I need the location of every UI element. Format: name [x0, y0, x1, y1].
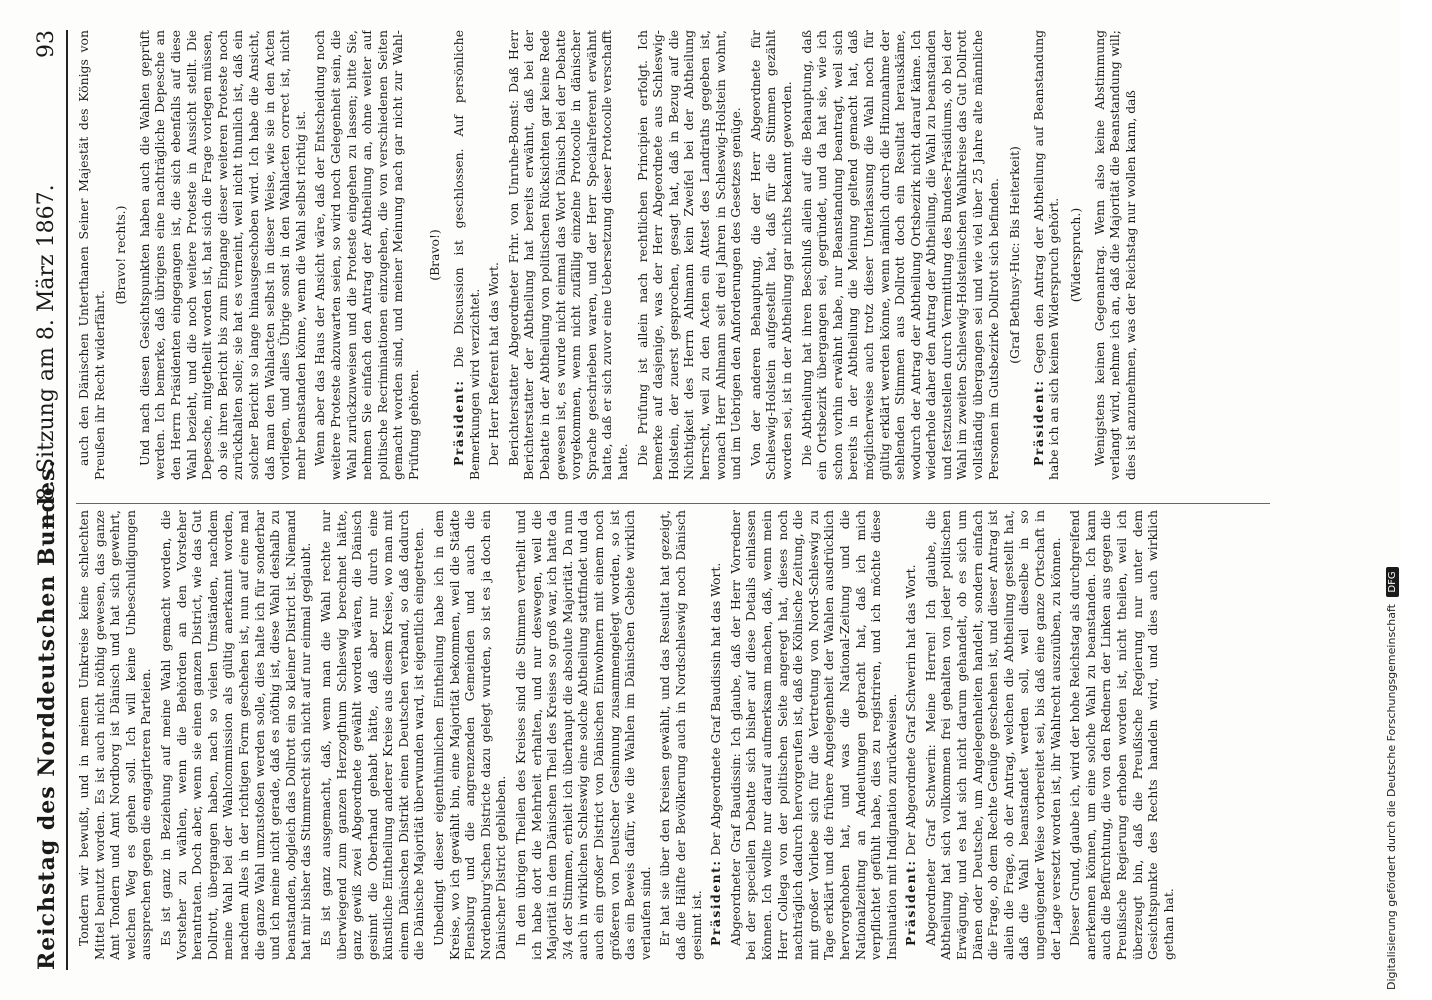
right-column: [76, 30, 1270, 480]
paragraph: Abgeordneter Graf Baudissin: Ich glaube, daß der Herr Vorredner bei der speciellen Debatte sich bisher auf diese Details einlassen können. Ich wollte nur darauf aufmerksam machen, daß, wenn mein Herr Collega von der politischen Seite angeregt hat, dieses noch nachträglich dadurch hervorgerufen ist, daß die Kölnische Zeitung, die mit großer Vorliebe sich für die Vertretung von Nord-Schleswig zu Tage erklärt und die frühere Angelegenheit der Wahlen ausdrücklich hervorgehoben hat, und was die National-Zeitung und die Nationalzeitung an Andeutungen gebracht hat, daß ich mich verpflichtet gefühlt habe, dies zu registriren, und ich möchte diese Insinuation mit Indignation zurückweisen.: [727, 510, 899, 960]
page-number: 93: [34, 30, 59, 58]
paragraph: auch den Dänischen Unterthanen Seiner Majestät des Königs von Preußen ihr Recht widerfährt.: [76, 30, 107, 480]
speaker-text: Der Abgeordnete Graf Baudissin hat das Wort.: [708, 562, 724, 856]
paragraph: Unbedingt dieser eigenthümlichen Eintheilung habe ich in dem Kreise, wo ich gewählt bin, eine Majorität bekommen, weil die Städte Flensburg und die angrenzenden Gemeinden und auch die Nordenburg'schen Districte dazu gelegt wurden, so ist es ja doch ein Dänischer District geblieben.: [431, 510, 509, 960]
interjection: (Widerspruch.): [1068, 207, 1084, 303]
speaker-paragraph: [708, 510, 724, 960]
paragraph: Berichterstatter Abgeordneter Frhr. von Unruhe-Bomst: Daß Herr Berichterstatter der Abtheilung hat bereits erwähnt, daß bei der Debatte in der Abtheilung von politischen Rücksichten gar keine Rede gewesen ist, es wurde nicht einmal das Wort Dänisch bei der Debatte vorgekommen, wenn nicht zufällig einzelne Protocolle in dänischer Sprache geschrieben waren, und der Herr Specialreferent erwähnt hatte, daß er sich zuvor eine Uebersetzung dieser Protocolle verschafft hatte.: [505, 30, 630, 480]
dfg-logo: DFG: [1386, 567, 1399, 596]
speaker-label: Präsident:: [451, 379, 467, 466]
paragraph: Und nach diesen Gesichtspunkten haben auch die Wahlen geprüft werden. Ich bemerke, daß übrigens eine nachträgliche Depesche an den Herrn Präsidenten eingegangen ist, die sich ebenfalls auf diese Wahl bezieht, und die noch weitere Proteste in Aussicht stellt. Die Depesche, mitgetheilt worden ist, hat sich die Frage vorlegen müssen, ob sie ihren Bericht bis zum Eingange dieser weiteren Proteste noch zurückhalten solle; sie hat es verneint, weil nicht thunlich ist, daß ein solcher Bericht so lange hinausgeschoben wird. Ich habe die Ansicht, daß man den Wahlacten selbst in dieser Weise, wie sie in den Acten vorliegen, und alles Übrige sonst in den Wahlacten correct ist, nicht mehr beanstanden könne, wenn die Wahl selbst richtig ist.: [136, 30, 308, 480]
interjection: (Bravo! rechts.): [113, 205, 129, 305]
paragraph: Die Abtheilung hat ihren Beschluß allein auf die Behauptung, daß ein Ortsbezirk übergangen sei, gegründet, und da hat sie, wie ich schon vorhin erwähnt habe, nur Beanstandung beantragt, weil sich bereits in der Abtheilung die Meinung geltend gemacht hat, daß möglicherweise auch trotz dieser Unterlassung die Wahl noch für gültig erklärt werden könne, wenn nämlich durch die Hinzunahme der sehlenden Stimmen aus Dollrott doch ein Resultat herauskäme, wodurch der Antrag der Abtheilung Ortsbezirk nicht darauf käme. Ich wiederhole daher den Antrag der Abtheilung, die Wahl zu beanstanden und festzustellen durch Vermittlung des Bundes-Präsidiums, ob bei der Wahl im zweiten Schleswig-Holsteinischen Wahlkreise das Gut Dollrott vollständig übergangen sei und wie viel über 25 Jahre alte männliche Personen im Gutsbezirke Dollrott sich befinden.: [798, 30, 1001, 480]
paragraph: Der Herr Referent hat das Wort.: [486, 262, 502, 466]
speaker-label: Präsident:: [903, 859, 919, 946]
speaker-paragraph: [1031, 30, 1062, 480]
interjection: (Bravo!): [427, 229, 443, 281]
speaker-text: Der Abgeordnete Graf Schwerin hat das Wort.: [903, 564, 919, 856]
paragraph: Er hat sie über den Kreisen gewählt, und das Resultat hat gezeigt, daß die Hälfte der Bevölkerung auch in Nordschleswig noch Dänisch gesinnt ist.: [657, 510, 704, 960]
left-column: [76, 510, 1270, 960]
paragraph: In den übrigen Theilen des Kreises sind die Stimmen vertheilt und ich habe dort die Mehrheit erhalten, und nur deswegen, weil die Majorität in dem Dänischen Theil des Kreises so groß war, ich hatte da 3/4 der Stimmen, erhielt ich überhaupt die absolute Majorität. Da nun auch in wirklichen Schleswig eine solche Abtheilung stattfindet und da auch ein großer District von Dänischen Einwohnern mit einem noch größeren von Deutscher Gesinnung zusammengelegt worden, so ist das ein Beweis dafür, wie die Wahlen im Dänischen Gebiete wirklich verlaufen sind.: [513, 510, 653, 960]
paragraph: Wenigstens keinen Gegenantrag. Wenn also keine Abstimmung verlangt wird, nehme ich an, daß die Majorität die Beanstandung will; dies ist anzunehmen, was der Reichstag nur wollen kann, daß: [1091, 30, 1138, 480]
journal-title: Reichstag des Norddeutschen Bundes.: [34, 458, 60, 970]
header-rule: [66, 30, 68, 970]
paragraph: Abgeordneter Graf Schwerin: Meine Herren! Ich glaube, die Abtheilung hat sich vollkommen frei gehalten von jeder politischen Erwägung, und es hat sich nicht darum gehandelt, ob es sich um Dänen oder Deutsche, um Angelegenheiten handelt, sondern einfach die Frage, ob dem Rechte Genüge geschehen ist, und dieser Antrag ist allein die Frage, ob der Antrag, welchen die Abtheilung gestellt hat, daß die Wahl beanstandet werden soll, weil dieselbe in so ungenügender Weise vorbereitet sei, bis daß eine ganze Ortschaft in der Lage versetzt worden ist, ihr Wahlrecht auszuüben, zu können.: [922, 510, 1063, 960]
paragraph: Wenn aber das Haus der Ansicht wäre, daß der Entscheidung noch weitere Proteste abzuwarten seien, so wird noch Gelegenheit sein, die Wahl zurückzuweisen und die Proteste eingehen zu lassen; bitte Sie, nehmen Sie einfach den Antrag der Abtheilung an, ohne weiter auf politische Recriminationen einzugehen, die von verschiedenen Seiten gemacht worden sind, und meiner Meinung nach gar nicht zur Wahl-Prüfung gehören.: [312, 30, 421, 480]
speaker-text: Die Discussion ist geschlossen. Auf persönliche Bemerkungen wird verzichtet.: [451, 30, 482, 480]
speaker-text: Gegen den Antrag der Abtheilung auf Beanstandung habe ich an sich keinen Widerspruch gehört.: [1030, 30, 1062, 480]
speaker-label: Präsident:: [708, 859, 724, 946]
paragraph: Die Prüfung ist allein nach rechtlichen Principien erfolgt. Ich bemerke auf dasjenige, was der Herr Abgeordnete aus Schleswig-Holstein, der zuerst gesprochen, gesagt hat, daß in Bezug auf die Nichtigkeit des Herrn Ahlmann kein Zweifel bei der Abtheilung herrscht, weil zu den Acten ein Attest des Landraths gegeben ist, wonach Herr Ahlmann seit drei Jahren in Schleswig-Holstein wohnt, und im Uebrigen den Anforderungen des Gesetzes genüge.: [634, 30, 744, 480]
paragraph: Von der anderen Behauptung, die der Herr Abgeordnete für Schleswig-Holstein aufgestellt hat, daß für die Stimmen gezählt worden sei, ist in der Abtheilung gar nichts bekannt geworden.: [747, 30, 794, 480]
paragraph: Es ist ganz ausgemacht, daß, wenn man die Wahl rechte nur überwiegend zum ganzen Herzogthum Schleswig berechnet hätte, ganz gewiß zwei Abgeordnete gewählt worden wären, die Dänisch gesinnt die Oberhand gehabt hätte, daß aber nur durch eine künstliche Eintheilung anderer Kreise aus diesem Kreise, wo man mit einem Dänischen Distrikt einen Deutschen verband, so daß dadurch die Dänische Majorität überwunden ward, ist eigentlich eingetreten.: [317, 510, 427, 960]
session-heading: — 8. Sitzung am 8. März 1867.: [34, 184, 59, 530]
speaker-label: Präsident:: [1030, 379, 1046, 466]
paragraph: Tondern wir bewußt, und in meinem Umkreise keine schlechten Mittel benutzt worden. Es ist auch nicht nöthig gewesen, das ganze Amt Tondern und Amt Nordborg ist Dänisch und hat sich gewehrt, welchen Weg es gehen soll. Ich will keine Unbeschuldigungen aussprechen gegen die engagirteren Parteien.: [76, 510, 154, 960]
credit-text: Digitalisierung gefördert durch die Deutsche Forschungsgemeinschaft: [1385, 604, 1398, 990]
interjection: (Graf Bethusy-Huc: Bis Heiterkeit): [1007, 146, 1023, 364]
speaker-paragraph: [451, 30, 482, 480]
column-divider: [76, 503, 1270, 504]
paragraph: Dieser Grund, glaube ich, wird der hohe Reichstag als durchgreifend anerkennen können, um eine solche Wahl zu beanstanden. Ich kann auch die Befürchtung, die von den Rednern der Linken aus gegen die Preußische Regierung erhoben worden ist, nicht theilen, weil ich überzeugt bin, daß die Preußische Regierung nur unter dem Gesichtspunkte des Rechts handeln wird, und dies auch wirklich gethan hat.: [1067, 510, 1176, 960]
page-header: [28, 30, 68, 970]
digitization-credit: [1385, 567, 1399, 990]
paragraph: Es ist ganz in Beziehung auf meine Wahl gemacht worden, die Vorsteher zu wählen, wenn die Behörden an den Vorsteher herantraten. Doch aber, wenn sie einen ganzen District, wie das Gut Dollrott, übergangen haben, nach so vielen Umständen, nachdem meine Wahl bei der Wahlcommission als gültig anerkannt worden, nachdem Alles in der richtigen Form geschehen ist, nun auf eine mal die ganze Wahl umzustoßen werden solle, dies halte ich für sonderbar und ich meine nicht gerade, daß es nöthig ist, diese Wahl deshalb zu beanstanden, obgleich das Dollrott ein so kleiner District ist. Niemand hat mir bisher das Stimmrecht sich nicht auf nur einmal geglaubt.: [157, 510, 314, 960]
speaker-paragraph: [903, 510, 919, 960]
